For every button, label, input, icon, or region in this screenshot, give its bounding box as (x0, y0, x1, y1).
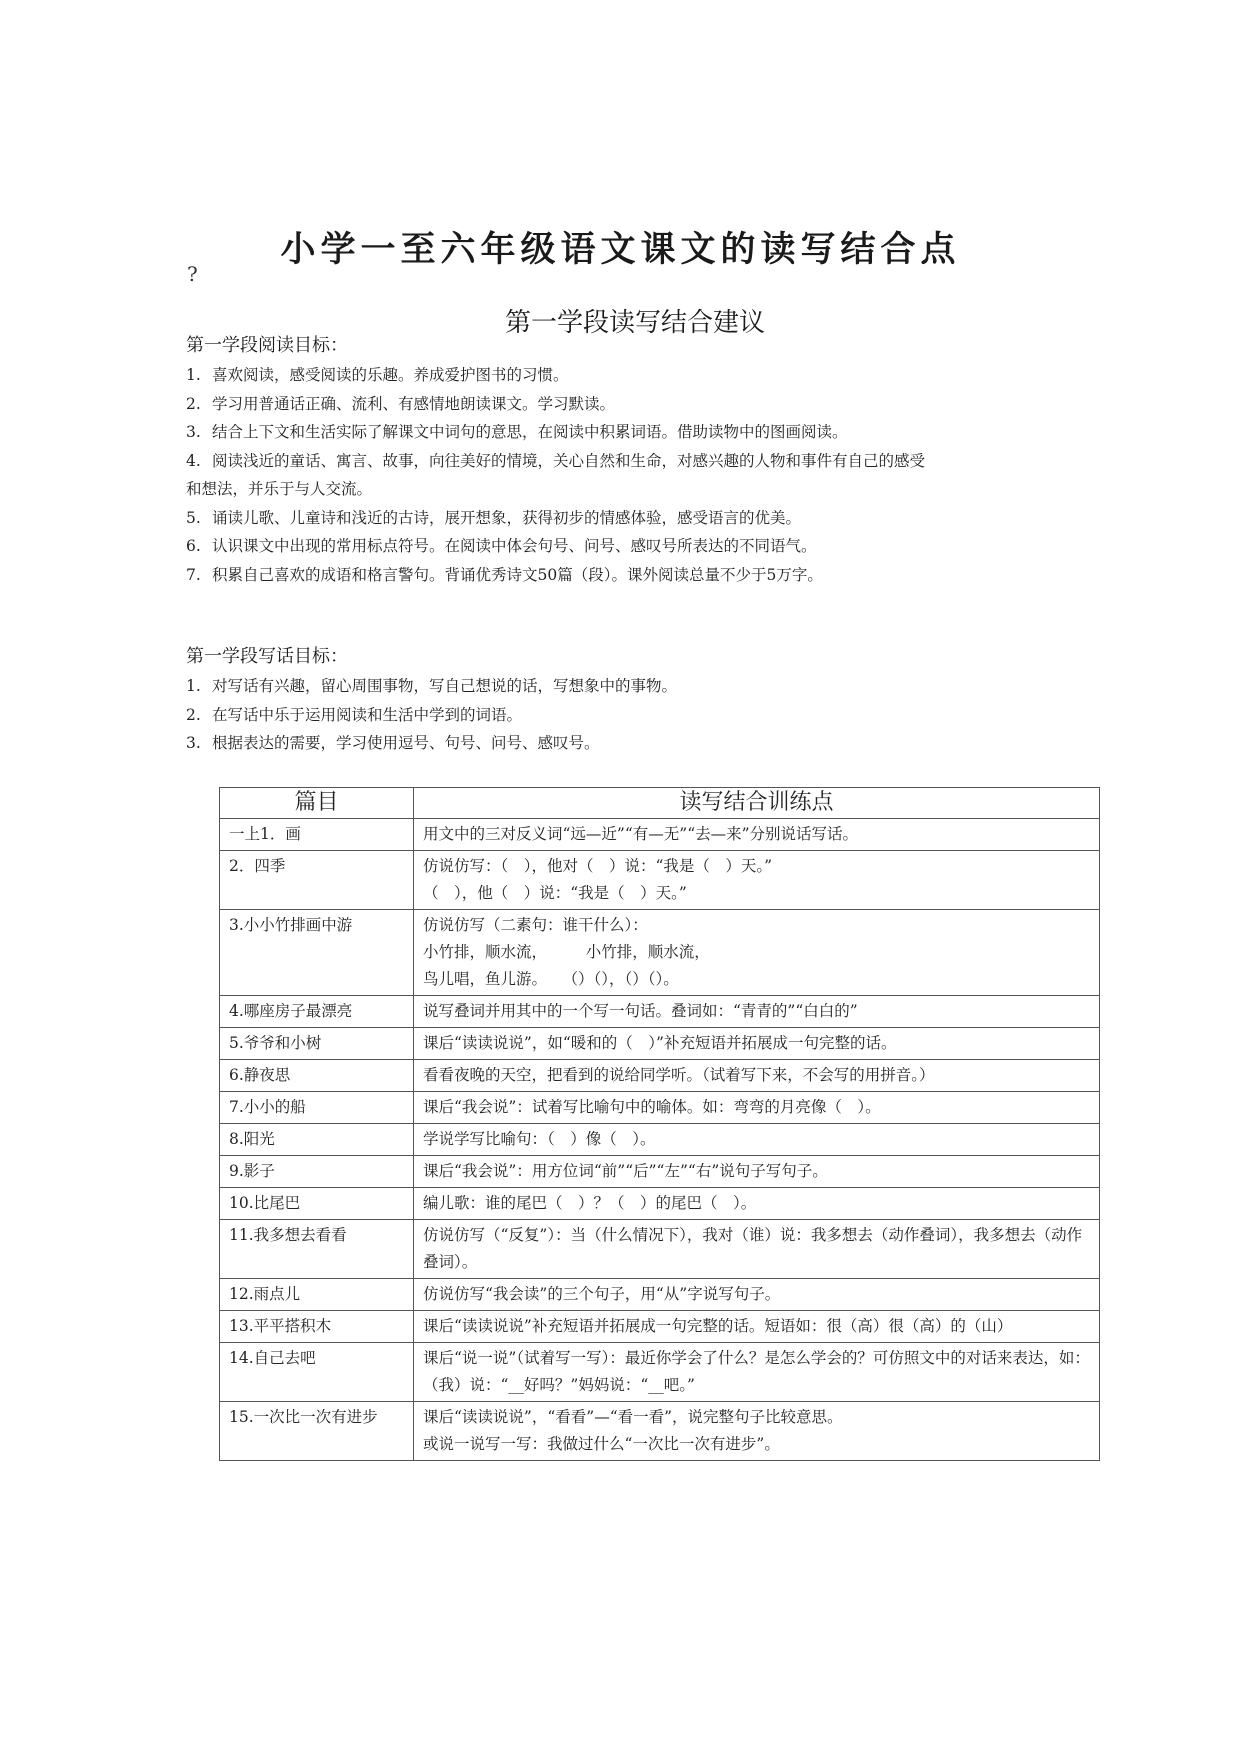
lesson-title-cell: 6.静夜思 (220, 1060, 414, 1092)
lesson-title-cell: 8.阳光 (220, 1124, 414, 1156)
table-row (220, 1279, 1100, 1311)
goal-item (186, 729, 1106, 758)
lesson-title-cell: 一上1．画 (220, 819, 414, 851)
table-row (220, 1220, 1100, 1279)
goal-text: 喜欢阅读，感受阅读的乐趣。养成爱护图书的习惯。 (212, 366, 569, 384)
table-row (220, 819, 1100, 851)
goal-text: 结合上下文和生活实际了解课文中词句的意思，在阅读中积累词语。借助读物中的图画阅读。 (212, 423, 848, 441)
reading-goals (186, 333, 1106, 589)
goal-text: 诵读儿歌、儿童诗和浅近的古诗，展开想象，获得初步的情感体验，感受语言的优美。 (212, 508, 802, 527)
header-lesson: 篇目 (220, 788, 414, 819)
goal-item (186, 418, 1106, 447)
lesson-title-cell: 13.平平搭积木 (220, 1311, 414, 1343)
reading-goals-list (186, 361, 1106, 589)
goal-number: 2. (186, 394, 201, 413)
table-row (220, 1311, 1100, 1343)
training-point-cell: 课后“我会说”：试着写比喻句中的喻体。如：弯弯的月亮像（ ）。 (414, 1092, 1100, 1124)
training-point-cell: 编儿歌：谁的尾巴（ ）？（ ）的尾巴（ ）。 (414, 1188, 1100, 1220)
goal-item (186, 504, 1106, 533)
goal-number: 1. (186, 366, 201, 384)
training-point-cell: 课后“说一说”（试着写一写）：最近你学会了什么？是怎么学会的？可仿照文中的对话来表达，如：（我）说：“__好吗？”妈妈说：“__吧。” (414, 1343, 1100, 1402)
table-row (220, 1188, 1100, 1220)
goal-number: 4. (186, 451, 201, 470)
goal-item (186, 561, 1106, 590)
writing-goals-heading: 第一学段写话目标： (186, 646, 348, 667)
goal-item (186, 672, 1106, 701)
training-point-cell: 仿说仿写（二素句：谁干什么）： 小竹排，顺水流， 小竹排，顺水流， 鸟儿唱，鱼儿游。 （）（），（）（）。 (414, 910, 1100, 996)
goal-number: 7. (186, 565, 201, 584)
training-point-cell: 仿说仿写：（ ），他对（ ）说：“我是（ ）天。” （ ），他（ ）说：“我是（ ）天。” (414, 851, 1100, 910)
lesson-title-cell: 2．四季 (220, 851, 414, 910)
training-point-cell: 仿说仿写（“反复”）：当（什么情况下），我对（谁）说：我多想去（动作叠词），我多想去（动作叠词）。 (414, 1220, 1100, 1279)
goal-text: 在写话中乐于运用阅读和生活中学到的词语。 (212, 705, 523, 724)
lesson-title-cell: 14.自己去吧 (220, 1343, 414, 1402)
lesson-title-cell: 12.雨点儿 (220, 1279, 414, 1311)
table-row (220, 851, 1100, 910)
lesson-title-cell: 5.爷爷和小树 (220, 1028, 414, 1060)
header-training-point: 读写结合训练点 (414, 788, 1100, 819)
goal-item (186, 447, 1106, 504)
training-point-cell: 学说学写比喻句：（ ）像（ ）。 (414, 1124, 1100, 1156)
lesson-title-cell: 10.比尾巴 (220, 1188, 414, 1220)
goal-text: 对写话有兴趣，留心周围事物，写自己想说的话，写想象中的事物。 (212, 677, 678, 695)
table-row (220, 1156, 1100, 1188)
training-point-cell: 说写叠词并用其中的一个写一句话。叠词如：“青青的”“白白的” (414, 996, 1100, 1028)
goal-text: 根据表达的需要，学习使用逗号、句号、问号、感叹号。 (212, 734, 600, 752)
goal-number: 1. (186, 677, 201, 695)
goal-text: 认识课文中出现的常用标点符号。在阅读中体会句号、问号、感叹号所表达的不同语气。 (212, 537, 817, 555)
goal-item (186, 361, 1106, 390)
section-title: 第一学段读写结合建议 (504, 308, 765, 338)
lesson-title-cell: 15.一次比一次有进步 (220, 1402, 414, 1461)
training-point-cell: 课后“读读说说”，“看看”—“看一看”，说完整句子比较意思。 或说一说写一写：我做过什么“一次比一次有进步”。 (414, 1402, 1100, 1461)
goal-item (186, 532, 1106, 561)
goal-text: 积累自己喜欢的成语和格言警句。背诵优秀诗文50篇（段）。课外阅读总量不少于5万字。 (212, 565, 823, 584)
training-point-cell: 仿说仿写“我会读”的三个句子，用“从”字说写句子。 (414, 1279, 1100, 1311)
training-point-cell: 用文中的三对反义词“远—近”“有—无”“去—来”分别说话写话。 (414, 819, 1100, 851)
table-row (220, 1028, 1100, 1060)
table-row (220, 1124, 1100, 1156)
training-point-cell: 课后“我会说”：用方位词“前”“后”“左”“右”说句子写句子。 (414, 1156, 1100, 1188)
table-row (220, 1343, 1100, 1402)
goal-text-continued: 和想法，并乐于与人交流。 (186, 480, 373, 498)
table-row (220, 1092, 1100, 1124)
margin-mark: ? (187, 262, 198, 286)
goal-number: 3. (186, 734, 201, 752)
lesson-title-cell: 4.哪座房子最漂亮 (220, 996, 414, 1028)
writing-goals (186, 644, 1106, 758)
goal-text: 学习用普通话正确、流利、有感情地朗读课文。学习默读。 (212, 394, 616, 413)
lesson-title-cell: 9.影子 (220, 1156, 414, 1188)
training-point-cell: 课后“读读说说”，如“暖和的（ ）”补充短语并拓展成一句完整的话。 (414, 1028, 1100, 1060)
goal-item (186, 390, 1106, 419)
goal-number: 5. (186, 508, 201, 527)
training-point-cell: 课后“读读说说”补充短语并拓展成一句完整的话。短语如：很（高）很（高）的（山） (414, 1311, 1100, 1343)
goal-number: 2. (186, 705, 201, 724)
lesson-title-cell: 11.我多想去看看 (220, 1220, 414, 1279)
training-point-cell: 看看夜晚的天空，把看到的说给同学听。（试着写下来，不会写的用拼音。） (414, 1060, 1100, 1092)
table-header-row (220, 788, 1100, 819)
table-row (220, 1402, 1100, 1461)
table-row (220, 996, 1100, 1028)
lesson-title-cell: 3.小小竹排画中游 (220, 910, 414, 996)
lesson-table (219, 787, 1100, 1461)
table-row (220, 1060, 1100, 1092)
goal-number: 3. (186, 423, 201, 441)
goal-number: 6. (186, 537, 201, 555)
goal-item (186, 701, 1106, 730)
document-title: 小学一至六年级语文课文的读写结合点 (280, 230, 961, 270)
lesson-title-cell: 7.小小的船 (220, 1092, 414, 1124)
table-row (220, 910, 1100, 996)
goal-text: 阅读浅近的童话、寓言、故事，向往美好的情境，关心自然和生命，对感兴趣的人物和事件有自己的感受 (212, 451, 926, 470)
writing-goals-list (186, 672, 1106, 758)
reading-goals-heading: 第一学段阅读目标： (186, 335, 348, 356)
